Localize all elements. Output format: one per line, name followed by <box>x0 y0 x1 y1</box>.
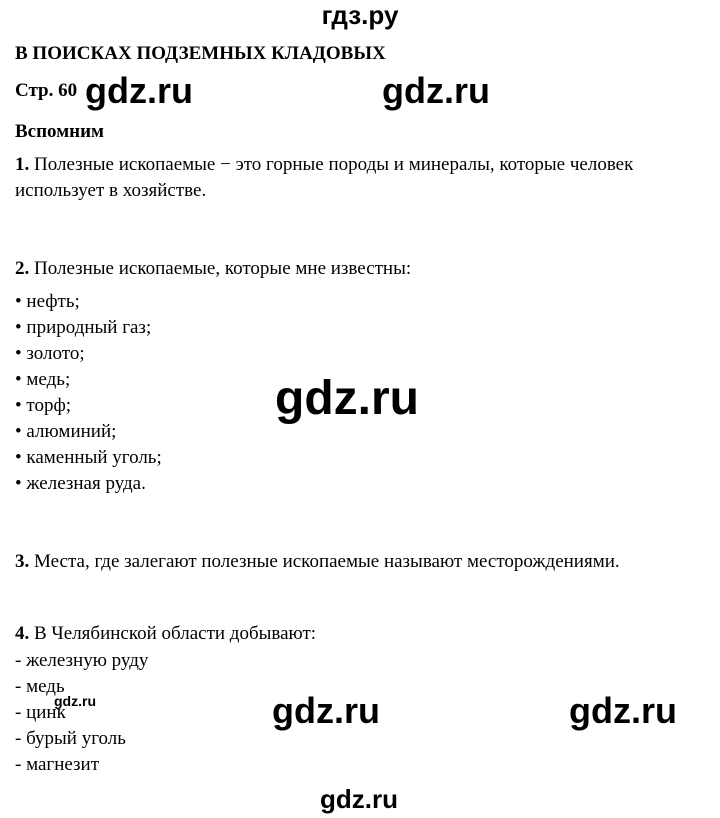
watermark: gdz.ru <box>320 784 398 814</box>
watermark: gdz.ru <box>54 693 96 709</box>
minerals-list <box>15 289 162 497</box>
watermark: gdz.ru <box>85 70 193 111</box>
list-item: • алюминий; <box>15 421 117 442</box>
list-item: - бурый уголь <box>15 728 126 749</box>
watermark: gdz.ru <box>275 372 419 425</box>
page-reference: Стр. 60 <box>15 80 78 101</box>
list-item: • медь; <box>15 369 71 390</box>
list-item: • торф; <box>15 395 72 416</box>
list-item: - цинк <box>15 702 66 723</box>
list-item: • нефть; <box>15 291 80 312</box>
answer-number: 3. <box>15 551 30 572</box>
answer-text: Полезные ископаемые, которые мне известны: <box>34 258 412 279</box>
list-item: • природный газ; <box>15 317 152 338</box>
list-item: - железную руду <box>15 650 149 671</box>
chelyabinsk-list <box>15 648 148 778</box>
list-item: - медь <box>15 676 65 697</box>
answer-text: В Челябинской области добывают: <box>34 623 317 644</box>
watermark: gdz.ru <box>382 70 490 111</box>
answer-text: Места, где залегают полезные ископаемые называют месторождениями. <box>34 551 620 572</box>
answer-2 <box>15 256 705 282</box>
list-item: • золото; <box>15 343 85 364</box>
section-heading: Вспомним <box>15 121 104 142</box>
answer-number: 1. <box>15 154 30 175</box>
list-item: • каменный уголь; <box>15 447 162 468</box>
page-title: В ПОИСКАХ ПОДЗЕМНЫХ КЛАДОВЫХ <box>15 43 386 64</box>
answer-number: 2. <box>15 258 30 279</box>
list-item: - магнезит <box>15 754 100 775</box>
answer-number: 4. <box>15 623 30 644</box>
answer-3 <box>15 549 705 575</box>
answer-1 <box>15 152 705 204</box>
answer-4 <box>15 621 705 647</box>
list-item: • железная руда. <box>15 473 146 494</box>
site-header: гдз.ру <box>321 0 399 30</box>
answer-text: Полезные ископаемые − это горные породы и минералы, которые человек использует в хозяйстве. <box>15 154 634 201</box>
watermark: gdz.ru <box>569 690 677 731</box>
watermark: gdz.ru <box>272 690 380 731</box>
